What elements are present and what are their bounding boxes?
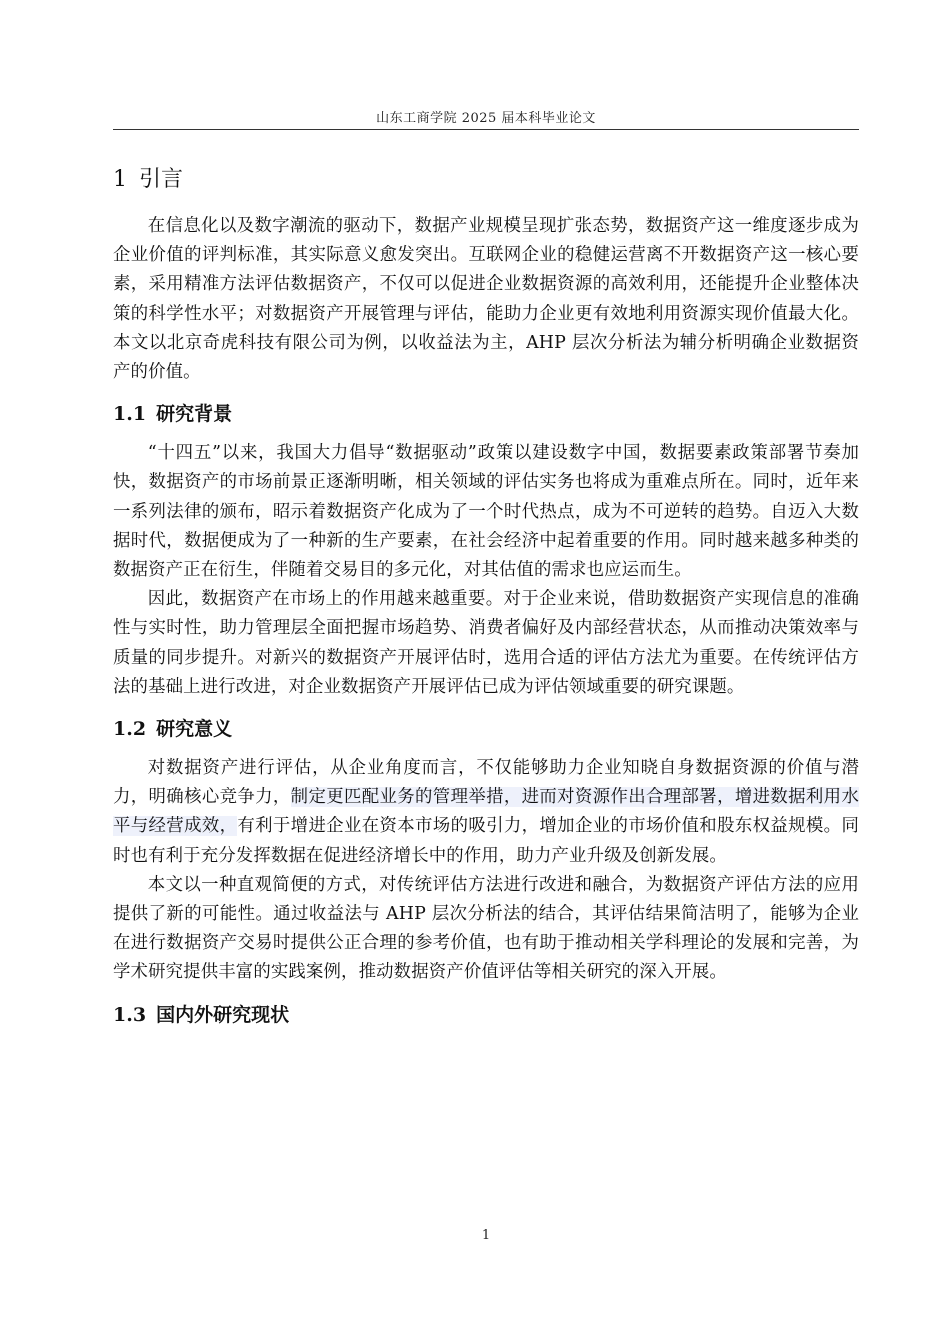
header-rule — [113, 129, 859, 130]
section-title: 国内外研究现状 — [156, 1003, 290, 1026]
paragraph-text: 对数据资产进行评估，从企业角度而言，不仅能够助力企业知晓自身数据资源的价值与潜力，明确核心竞争力， — [113, 758, 859, 808]
section-title: 研究背景 — [156, 403, 233, 426]
section-title: 研究意义 — [156, 718, 233, 741]
section-heading-1-3 — [113, 1000, 859, 1030]
section-number: 1.3 — [113, 1003, 147, 1026]
background-paragraph-2: 因此，数据资产在市场上的作用越来越重要。对于企业来说，借助数据资产实现信息的准确性与实时性，助力管理层全面把握市场趋势、消费者偏好及内部经营状态，从而推动决策效率与质量的同步提升。对新兴的数据资产开展评估时，选用合适的评估方法尤为重要。在传统评估方法的基础上进行改进，对企业数据资产开展评估已成为评估领域重要的研究课题。 — [113, 589, 859, 697]
running-header: 山东工商学院 2025 届本科毕业论文 — [376, 111, 596, 126]
section-number: 1.2 — [113, 718, 147, 741]
intro-paragraph: 在信息化以及数字潮流的驱动下，数据产业规模呈现扩张态势，数据资产这一维度逐步成为企业价值的评判标准，其实际意义愈发突出。互联网企业的稳健运营离不开数据资产这一核心要素，采用精准方法评估数据资产，不仅可以促进企业数据资源的高效利用，还能提升企业整体决策的科学性水平；对数据资产开展管理与评估，能助力企业更有效地利用资源实现价值最大化。本文以北京奇虎科技有限公司为例，以收益法为主，AHP 层次分析法为辅分析明确企业数据资产的价值。 — [113, 216, 859, 383]
highlighted-text: 制定更匹配业务的管理举措，进而对资源作出合理部署，增进数据利用水平与经营成效， — [113, 787, 859, 837]
section-heading-1-1 — [113, 399, 859, 429]
section-heading-1-2 — [113, 714, 859, 744]
chapter-title: 引言 — [139, 167, 184, 192]
page-body — [113, 162, 859, 1040]
section-number: 1.1 — [113, 403, 147, 426]
background-paragraph-1: “十四五”以来，我国大力倡导“数据驱动”政策以建设数字中国，数据要素政策部署节奏加快，数据资产的市场前景正逐渐明晰，相关领域的评估实务也将成为重难点所在。同时，近年来一系列法律的颁布，昭示着数据资产化成为了一个时代热点，成为不可逆转的趋势。自迈入大数据时代，数据便成为了一种新的生产要素，在社会经济中起着重要的作用。同时越来越多种类的数据资产正在衍生，伴随着交易目的多元化，对其估值的需求也应运而生。 — [113, 443, 859, 581]
significance-paragraph-2: 本文以一种直观简便的方式，对传统评估方法进行改进和融合，为数据资产评估方法的应用提供了新的可能性。通过收益法与 AHP 层次分析法的结合，其评估结果简洁明了，能够为企业在进行数据资产交易时提供公正合理的参考价值，也有助于推动相关学科理论的发展和完善，为学术研究提供丰富的实践案例，推动数据资产价值评估等相关研究的深入开展。 — [113, 874, 859, 983]
chapter-number: 1 — [113, 167, 127, 192]
significance-paragraph-1 — [113, 754, 859, 871]
paragraph-text: 有利于增进企业在资本市场的吸引力，增加企业的市场价值和股东权益规模。同时也有利于充分发挥数据在促进经济增长中的作用，助力产业升级及创新发展。 — [113, 816, 859, 866]
chapter-heading — [113, 162, 859, 198]
page-number: 1 — [481, 1228, 491, 1243]
